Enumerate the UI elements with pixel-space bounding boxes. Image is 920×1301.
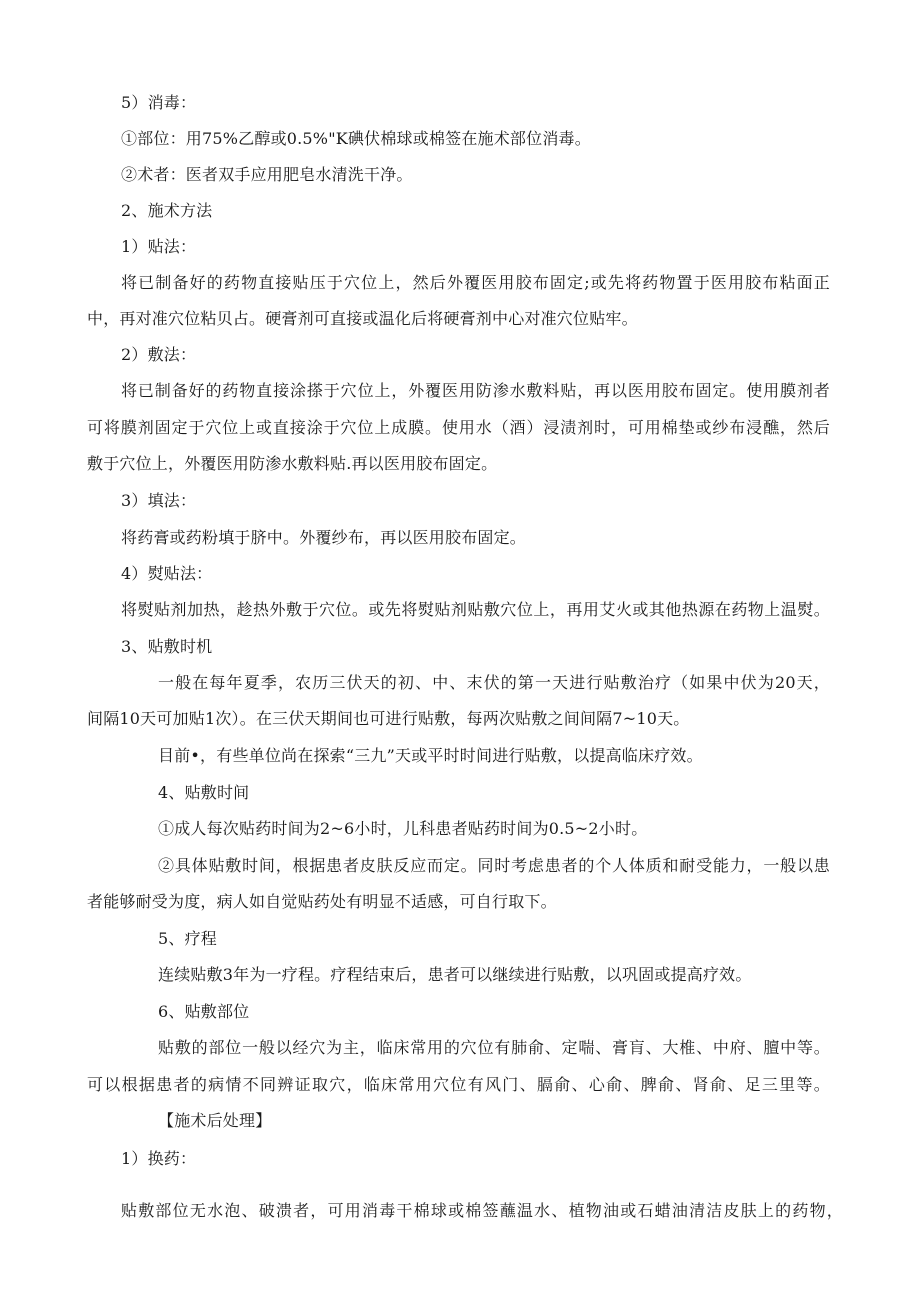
paragraph-line: 贴敷部位无水泡、破溃者，可用消毒干棉球或棉签蘸温水、植物油或石蜡油清洁皮肤上的药物， xyxy=(121,1201,843,1220)
paragraph-line: 敷于穴位上，外覆医用防渗水敷料贴.再以医用胶布固定。 xyxy=(87,454,498,473)
paragraph-line: 贴敷的部位一般以经穴为主，临床常用的穴位有肺俞、定喘、膏肓、大椎、中府、膻中等。 xyxy=(158,1038,830,1057)
paragraph-line: 将熨贴剂加热，趁热外敷于穴位。或先将熨贴剂贴敷穴位上，再用艾火或其他热源在药物上温熨。 xyxy=(121,600,830,619)
paragraph-line: ②术者：医者双手应用肥皂水清洗干净。 xyxy=(121,165,413,184)
subheading-fill-method: 3）填法： xyxy=(121,491,197,510)
paragraph-line: ①部位：用75%乙醇或0.5%"K碘伏棉球或棉签在施术部位消毒。 xyxy=(121,129,591,148)
paragraph-line: 将已制备好的药物直接贴压于穴位上，然后外覆医用胶布固定;或先将药物置于医用胶布粘面正 xyxy=(121,273,830,292)
subheading-paste-method: 1）贴法： xyxy=(121,237,197,256)
section-heading: 6、贴敷部位 xyxy=(158,1002,250,1021)
paragraph-line: 一般在每年夏季，农历三伏天的初、中、末伏的第一天进行贴敷治疗（如果中伏为20天， xyxy=(158,673,830,692)
paragraph-line: 连续贴敷3年为一疗程。疗程结束后，患者可以继续进行贴敷，以巩固或提高疗效。 xyxy=(158,965,752,984)
subheading-apply-method: 2）敷法： xyxy=(121,345,197,364)
section-heading: 4、贴敷时间 xyxy=(158,783,250,802)
paragraph-line: 可以根据患者的病情不同辨证取穴，临床常用穴位有风门、膈俞、心俞、脾俞、肾俞、足三里等。 xyxy=(87,1075,830,1094)
subheading-iron-method: 4）熨贴法： xyxy=(121,564,213,583)
paragraph-line: ②具体贴敷时间，根据患者皮肤反应而定。同时考虑患者的个人体质和耐受能力，一般以患 xyxy=(158,856,830,875)
section-heading: 5、疗程 xyxy=(158,929,217,948)
section-heading: 3、贴敷时机 xyxy=(121,637,213,656)
section-heading: 2、施术方法 xyxy=(121,201,213,220)
section-heading-post-treatment: 【施术后处理】 xyxy=(158,1111,272,1130)
paragraph-line: 者能够耐受为度，病人如自觉贴药处有明显不适感，可自行取下。 xyxy=(87,892,557,911)
heading-disinfection: 5）消毒： xyxy=(121,93,197,112)
paragraph-line: 将药膏或药粉填于脐中。外覆纱布，再以医用胶布固定。 xyxy=(121,528,527,547)
paragraph-line: 中，再对准穴位粘贝占。硬膏剂可直接或温化后将硬膏剂中心对准穴位贴牢。 xyxy=(87,309,638,328)
paragraph-line: ①成人每次贴药时间为2~6小时，儿科患者贴药时间为0.5~2小时。 xyxy=(158,819,648,838)
paragraph-line: 将已制备好的药物直接涂搽于穴位上，外覆医用防渗水敷料贴，再以医用胶布固定。使用膜剂者 xyxy=(121,381,830,400)
paragraph-line: 目前•，有些单位尚在探索“三九”天或平时时间进行贴敷，以提高临床疗效。 xyxy=(158,746,703,765)
subheading-dressing-change: 1）换药： xyxy=(121,1149,197,1168)
paragraph-line: 间隔10天可加贴1次）。在三伏天期间也可进行贴敷，每两次贴敷之间间隔7~10天。 xyxy=(87,709,690,728)
paragraph-line: 可将膜剂固定于穴位上或直接涂于穴位上成膜。使用水（酒）浸渍剂时，可用棉垫或纱布浸醮，然后 xyxy=(87,418,830,437)
